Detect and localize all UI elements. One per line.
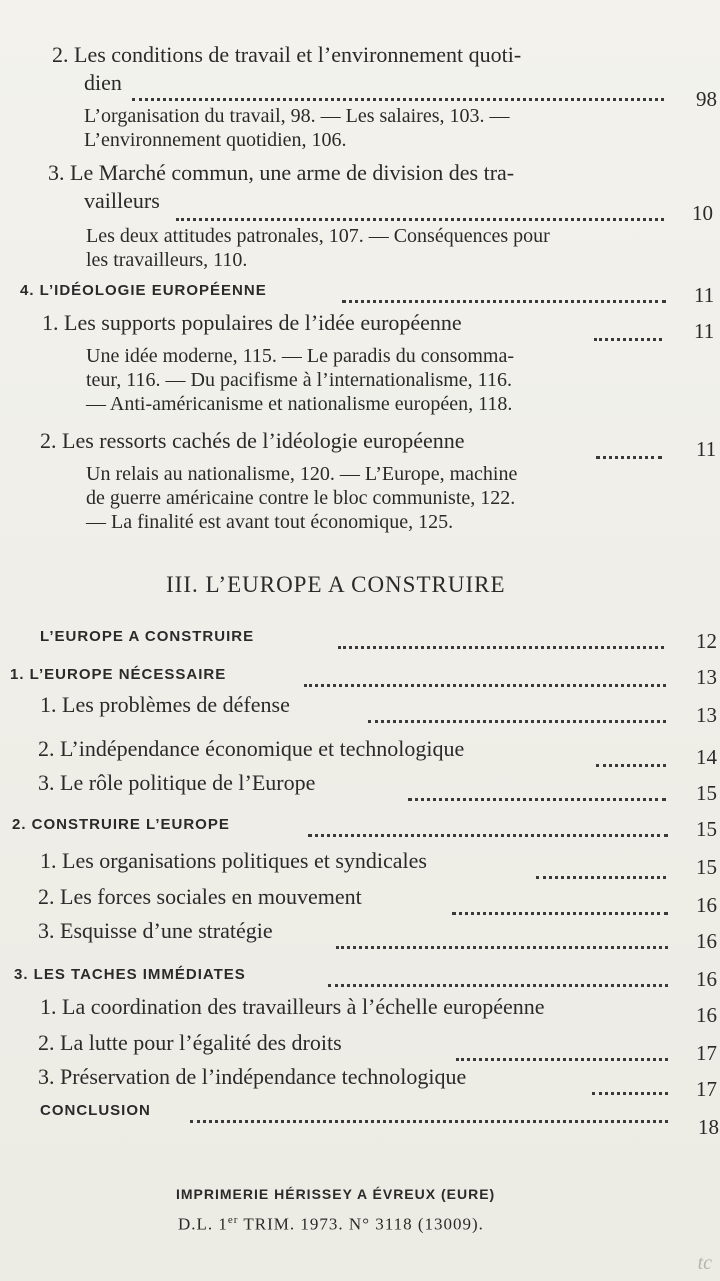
toc-entry-title-cont: vailleurs: [84, 188, 160, 213]
dot-leader: [408, 776, 666, 801]
dot-leader: [176, 196, 664, 221]
page-number: 14: [696, 745, 717, 769]
toc-chapter-title: L’EUROPE A CONSTRUIRE: [40, 628, 255, 645]
dot-leader: [596, 434, 662, 459]
dot-leader: [342, 278, 666, 303]
toc-entry-title: 2. Les ressorts cachés de l’idéologie européenne: [40, 428, 465, 453]
dot-leader: [456, 1036, 668, 1061]
dot-leader: [594, 316, 662, 341]
page-number: 15: [696, 855, 717, 879]
toc-entry-title: 3. Esquisse d’une stratégie: [38, 918, 273, 943]
page-number: 16: [696, 929, 717, 953]
page-number: 15: [696, 817, 717, 841]
toc-entry-title-cont: dien: [84, 70, 122, 95]
page-number: 15: [696, 781, 717, 805]
page-number: 17: [696, 1077, 717, 1101]
page-number: 11: [696, 437, 717, 461]
imprint-sup: er: [227, 1214, 239, 1226]
page-number: 18: [698, 1115, 719, 1139]
page-number: 98: [696, 87, 717, 111]
page-number: 10: [692, 201, 713, 225]
watermark-logo: tc: [697, 1252, 712, 1274]
toc-entry-title: 1. La coordination des travailleurs à l’échelle européenne: [40, 994, 545, 1019]
page-number: 16: [696, 893, 717, 917]
toc-subentries: de guerre américaine contre le bloc communiste, 122.: [86, 487, 516, 509]
toc-subentries: L’organisation du travail, 98. — Les salaires, 103. —: [84, 105, 510, 127]
imprint-legal-deposit: [178, 1214, 484, 1235]
dot-leader: [304, 662, 666, 687]
imprint-prefix: D.L. 1: [178, 1214, 228, 1234]
dot-leader: [536, 854, 666, 879]
toc-entry-title: 3. Le Marché commun, une arme de division des tra-: [48, 160, 515, 185]
toc-subentries: — Anti-américanisme et nationalisme européen, 118.: [86, 393, 513, 415]
toc-entry-title: 1. Les supports populaires de l’idée européenne: [42, 310, 462, 335]
dot-leader: [368, 698, 666, 723]
toc-subentries: Les deux attitudes patronales, 107. — Conséquences pour: [86, 225, 550, 247]
dot-leader: [308, 812, 668, 837]
toc-subentries: — La finalité est avant tout économique, 125.: [86, 511, 454, 533]
toc-chapter-title: 3. LES TACHES IMMÉDIATES: [14, 966, 246, 983]
page-number: 16: [696, 967, 717, 991]
toc-conclusion-title: CONCLUSION: [40, 1102, 151, 1119]
dot-leader: [596, 742, 666, 767]
toc-entry-title: 3. Préservation de l’indépendance technologique: [38, 1064, 467, 1089]
dot-leader: [328, 962, 668, 987]
toc-entry-title: 1. Les organisations politiques et syndicales: [40, 848, 427, 873]
dot-leader: [338, 624, 664, 649]
toc-entry-title: 2. Les conditions de travail et l’environnement quoti-: [52, 42, 522, 67]
toc-subentries: teur, 116. — Du pacifisme à l’internationalisme, 116.: [86, 369, 512, 391]
toc-subentries: Un relais au nationalisme, 120. — L’Europe, machine: [86, 463, 518, 485]
part-heading: III. L’EUROPE A CONSTRUIRE: [166, 572, 506, 597]
dot-leader: [592, 1070, 668, 1095]
toc-subentries: Une idée moderne, 115. — Le paradis du consomma-: [86, 345, 515, 367]
page-number: 13: [696, 665, 717, 689]
page-number: 11: [694, 319, 715, 343]
toc-entry-title: 2. L’indépendance économique et technologique: [38, 736, 465, 761]
toc-entry-title: 3. Le rôle politique de l’Europe: [38, 770, 316, 795]
page-number: 11: [694, 283, 715, 307]
page-number: 17: [696, 1041, 717, 1065]
page-number: 12: [696, 629, 717, 653]
dot-leader: [190, 1098, 668, 1123]
toc-chapter-title: 4. L’IDÉOLOGIE EUROPÉENNE: [20, 282, 267, 299]
toc-subentries: L’environnement quotidien, 106.: [84, 129, 347, 151]
toc-entry-title: 1. Les problèmes de défense: [40, 692, 290, 717]
toc-subentries: les travailleurs, 110.: [86, 249, 248, 271]
page-number: 16: [696, 1003, 717, 1027]
imprint-printer: IMPRIMERIE HÉRISSEY A ÉVREUX (EURE): [176, 1186, 496, 1202]
toc-chapter-title: 1. L’EUROPE NÉCESSAIRE: [10, 666, 227, 683]
imprint-suffix: TRIM. 1973. N° 3118 (13009).: [238, 1214, 484, 1234]
dot-leader: [132, 76, 664, 101]
dot-leader: [452, 890, 668, 915]
dot-leader: [336, 924, 668, 949]
toc-entry-title: 2. Les forces sociales en mouvement: [38, 884, 362, 909]
page-number: 13: [696, 703, 717, 727]
toc-chapter-title: 2. CONSTRUIRE L’EUROPE: [12, 816, 230, 833]
toc-entry-title: 2. La lutte pour l’égalité des droits: [38, 1030, 342, 1055]
